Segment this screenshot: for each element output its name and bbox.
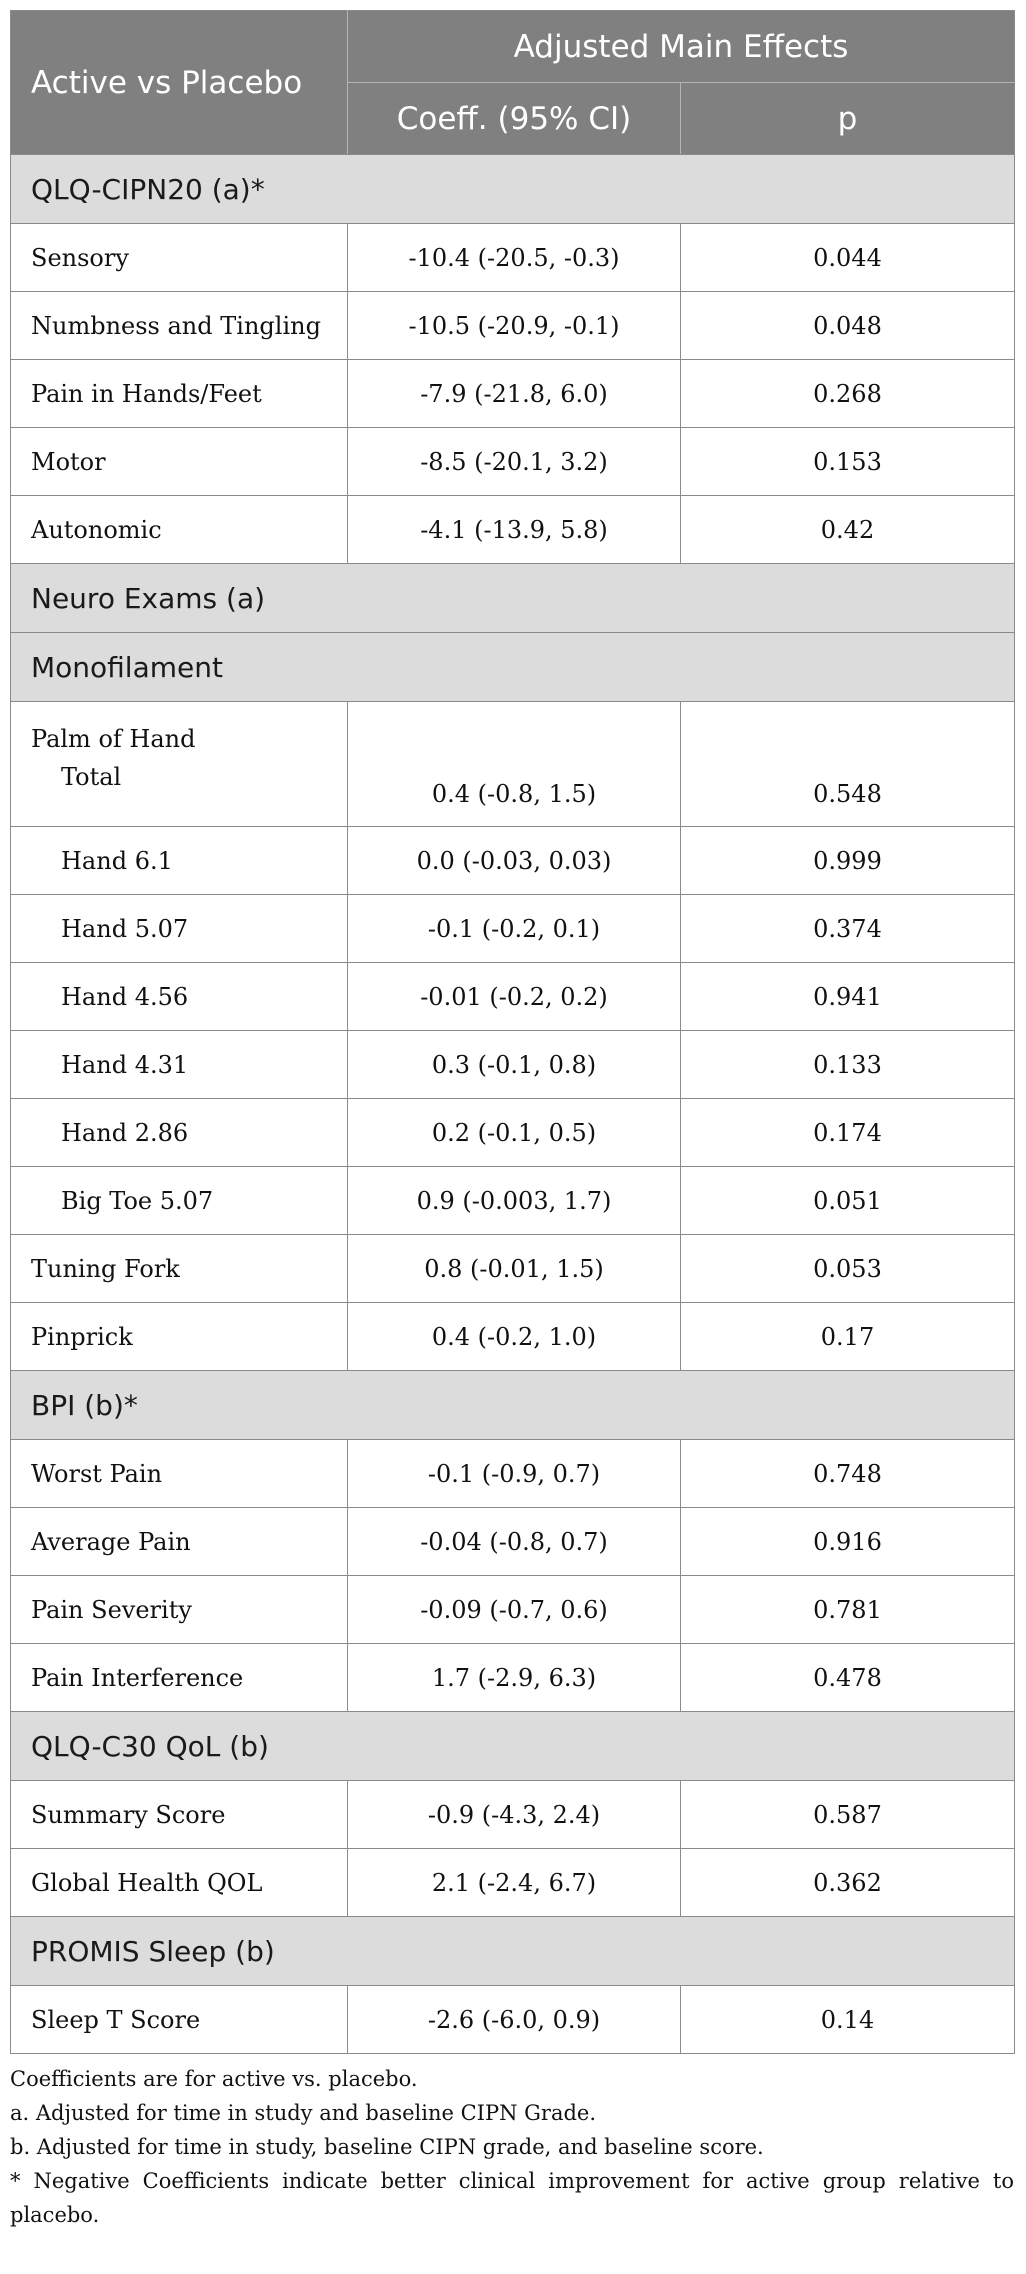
table-row xyxy=(11,1986,1015,2054)
row-p: 0.268 xyxy=(681,360,1015,428)
section-label: QLQ-CIPN20 (a)* xyxy=(11,155,1015,224)
table-row xyxy=(11,963,1015,1031)
table-row xyxy=(11,360,1015,428)
row-p: 0.17 xyxy=(681,1303,1015,1371)
table-row xyxy=(11,1576,1015,1644)
row-coeff: 0.2 (-0.1, 0.5) xyxy=(348,1099,681,1167)
table-row xyxy=(11,702,1015,827)
table-row xyxy=(11,1644,1015,1712)
row-group-label: Palm of Hand xyxy=(31,725,196,753)
row-label: Average Pain xyxy=(11,1508,348,1576)
row-p: 0.587 xyxy=(681,1781,1015,1849)
row-coeff: -4.1 (-13.9, 5.8) xyxy=(348,496,681,564)
row-p: 0.781 xyxy=(681,1576,1015,1644)
row-p: 0.048 xyxy=(681,292,1015,360)
row-label: Pain Severity xyxy=(11,1576,348,1644)
section-row xyxy=(11,1371,1015,1440)
table-row xyxy=(11,1235,1015,1303)
table-row xyxy=(11,895,1015,963)
row-coeff: -0.9 (-4.3, 2.4) xyxy=(348,1781,681,1849)
table-row xyxy=(11,1849,1015,1917)
footnote: Coefficients are for active vs. placebo. xyxy=(10,2067,418,2091)
row-label: Hand 5.07 xyxy=(11,895,348,963)
row-label: Global Health QOL xyxy=(11,1849,348,1917)
row-p: 0.14 xyxy=(681,1986,1015,2054)
table-row xyxy=(11,1303,1015,1371)
row-p: 0.133 xyxy=(681,1031,1015,1099)
row-coeff: -0.1 (-0.2, 0.1) xyxy=(348,895,681,963)
row-coeff: 1.7 (-2.9, 6.3) xyxy=(348,1644,681,1712)
row-label xyxy=(11,702,348,827)
row-p: 0.478 xyxy=(681,1644,1015,1712)
row-label: Sensory xyxy=(11,224,348,292)
row-label: Hand 2.86 xyxy=(11,1099,348,1167)
row-coeff: -0.09 (-0.7, 0.6) xyxy=(348,1576,681,1644)
section-row xyxy=(11,564,1015,633)
header-corner: Active vs Placebo xyxy=(11,11,348,155)
row-p: 0.42 xyxy=(681,496,1015,564)
row-sub-label: Total xyxy=(61,763,122,791)
row-p: 0.362 xyxy=(681,1849,1015,1917)
row-label: Hand 6.1 xyxy=(11,827,348,895)
section-row xyxy=(11,633,1015,702)
section-row xyxy=(11,155,1015,224)
row-p: 0.051 xyxy=(681,1167,1015,1235)
row-coeff: -8.5 (-20.1, 3.2) xyxy=(348,428,681,496)
row-label: Pain in Hands/Feet xyxy=(11,360,348,428)
section-label: Neuro Exams (a) xyxy=(11,564,1015,633)
row-p: 0.548 xyxy=(681,702,1015,827)
table-row xyxy=(11,1099,1015,1167)
row-p: 0.374 xyxy=(681,895,1015,963)
row-p: 0.174 xyxy=(681,1099,1015,1167)
footnote: b. Adjusted for time in study, baseline CIPN grade, and baseline score. xyxy=(10,2135,764,2159)
table-row xyxy=(11,827,1015,895)
row-label: Sleep T Score xyxy=(11,1986,348,2054)
header-group: Adjusted Main Effects xyxy=(348,11,1015,83)
results-table-container xyxy=(10,10,1014,2232)
section-row xyxy=(11,1712,1015,1781)
section-label: PROMIS Sleep (b) xyxy=(11,1917,1015,1986)
table-row xyxy=(11,292,1015,360)
table-row xyxy=(11,1781,1015,1849)
row-coeff: 0.0 (-0.03, 0.03) xyxy=(348,827,681,895)
header-coeff: Coeff. (95% CI) xyxy=(348,83,681,155)
header-p: p xyxy=(681,83,1015,155)
row-p: 0.916 xyxy=(681,1508,1015,1576)
section-label: Monofilament xyxy=(11,633,1015,702)
table-row xyxy=(11,224,1015,292)
row-label: Autonomic xyxy=(11,496,348,564)
row-coeff: -10.5 (-20.9, -0.1) xyxy=(348,292,681,360)
table-row xyxy=(11,428,1015,496)
row-coeff: 0.4 (-0.2, 1.0) xyxy=(348,1303,681,1371)
results-table xyxy=(10,10,1015,2054)
row-coeff: 0.8 (-0.01, 1.5) xyxy=(348,1235,681,1303)
row-label: Summary Score xyxy=(11,1781,348,1849)
row-p: 0.941 xyxy=(681,963,1015,1031)
section-row xyxy=(11,1917,1015,1986)
row-p: 0.999 xyxy=(681,827,1015,895)
row-coeff: 2.1 (-2.4, 6.7) xyxy=(348,1849,681,1917)
row-coeff: -10.4 (-20.5, -0.3) xyxy=(348,224,681,292)
footnote: * Negative Coefficients indicate better clinical improvement for active group relative to placebo. xyxy=(10,2169,1014,2227)
header-row-top xyxy=(11,11,1015,83)
row-label: Big Toe 5.07 xyxy=(11,1167,348,1235)
table-row xyxy=(11,496,1015,564)
row-p: 0.153 xyxy=(681,428,1015,496)
row-label: Worst Pain xyxy=(11,1440,348,1508)
row-coeff: 0.3 (-0.1, 0.8) xyxy=(348,1031,681,1099)
section-label: QLQ-C30 QoL (b) xyxy=(11,1712,1015,1781)
table-footnotes xyxy=(10,2062,1014,2232)
row-coeff: -0.01 (-0.2, 0.2) xyxy=(348,963,681,1031)
row-label: Numbness and Tingling xyxy=(11,292,348,360)
row-label: Tuning Fork xyxy=(11,1235,348,1303)
table-row xyxy=(11,1031,1015,1099)
table-row xyxy=(11,1440,1015,1508)
row-p: 0.044 xyxy=(681,224,1015,292)
row-label: Hand 4.31 xyxy=(11,1031,348,1099)
section-label: BPI (b)* xyxy=(11,1371,1015,1440)
table-row xyxy=(11,1508,1015,1576)
row-label: Hand 4.56 xyxy=(11,963,348,1031)
row-p: 0.053 xyxy=(681,1235,1015,1303)
row-p: 0.748 xyxy=(681,1440,1015,1508)
row-coeff: 0.9 (-0.003, 1.7) xyxy=(348,1167,681,1235)
table-row xyxy=(11,1167,1015,1235)
row-label: Pinprick xyxy=(11,1303,348,1371)
row-label: Motor xyxy=(11,428,348,496)
row-coeff: -0.1 (-0.9, 0.7) xyxy=(348,1440,681,1508)
footnote: a. Adjusted for time in study and baseline CIPN Grade. xyxy=(10,2101,597,2125)
row-coeff: 0.4 (-0.8, 1.5) xyxy=(348,702,681,827)
row-coeff: -0.04 (-0.8, 0.7) xyxy=(348,1508,681,1576)
row-label: Pain Interference xyxy=(11,1644,348,1712)
row-coeff: -2.6 (-6.0, 0.9) xyxy=(348,1986,681,2054)
row-coeff: -7.9 (-21.8, 6.0) xyxy=(348,360,681,428)
